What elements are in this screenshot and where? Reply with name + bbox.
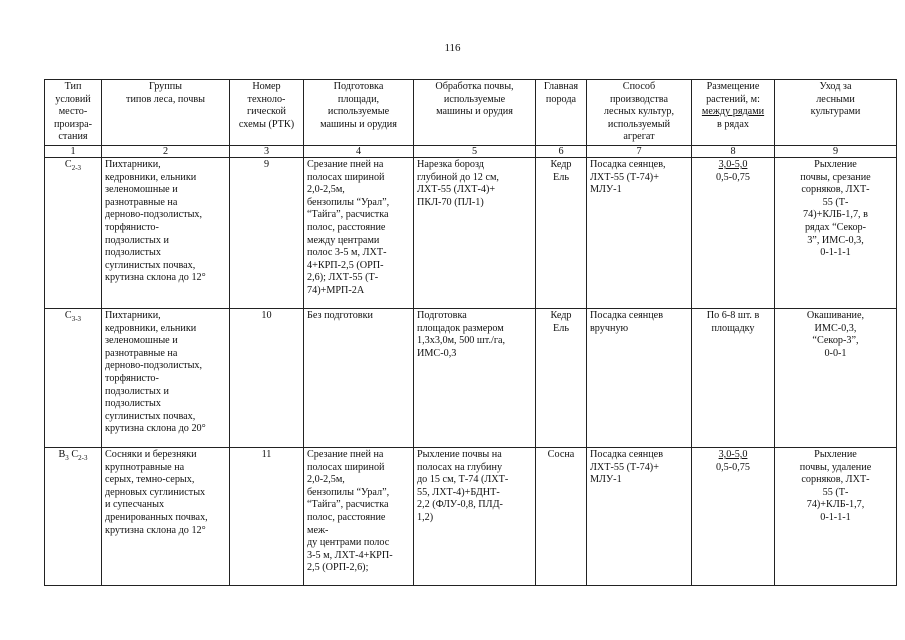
header-spacing-in-rows: в рядах bbox=[717, 118, 749, 130]
column-number: 2 bbox=[102, 145, 230, 157]
plant-spacing-cell bbox=[692, 157, 775, 308]
header-plant-spacing bbox=[692, 80, 775, 146]
spacing-in-rows: 0,5-0,75 bbox=[716, 171, 750, 183]
forest-culture-table bbox=[44, 79, 897, 586]
spacing-per-plot-top: По 6-8 шт. в bbox=[706, 309, 760, 321]
culture-care-cell: Рыхление почвы, срезание сорняков, ЛХТ- 55 (Т- 74)+КЛБ-1,7, в рядах “Секор- 3”, ИМС-0,3, 0-1-1-1 bbox=[775, 157, 897, 308]
scheme-number-cell: 10 bbox=[230, 308, 304, 447]
header-area-preparation: Подготовка площади, используемые машины и орудия bbox=[304, 80, 414, 146]
production-method-cell: Посадка сеянцев, ЛХТ-55 (Т-74)+ МЛУ-1 bbox=[587, 157, 692, 308]
header-production-method: Способ производства лесных культур, используемый агрегат bbox=[587, 80, 692, 146]
header-type-conditions: Тип условий место- произра- стания bbox=[45, 80, 102, 146]
column-number: 1 bbox=[45, 145, 102, 157]
header-spacing-main: Размещение растений, м: bbox=[706, 81, 760, 105]
area-preparation-cell: Без подготовки bbox=[304, 308, 414, 447]
culture-care-cell: Рыхление почвы, удаление сорняков, ЛХТ- 55 (Т- 74)+КЛБ-1,7, 0-1-1-1 bbox=[775, 447, 897, 585]
culture-care-cell: Окашивание, ИМС-0,3, “Секор-3”, 0-0-1 bbox=[775, 308, 897, 447]
header-culture-care: Уход за лесными культурами bbox=[775, 80, 897, 146]
main-species-cell: Кедр Ель bbox=[536, 157, 587, 308]
header-forest-groups: Группы типов леса, почвы bbox=[102, 80, 230, 146]
type-code-cell: $C_{2-3}$ bbox=[45, 157, 102, 308]
spacing-between-rows: 3,0-5,0 bbox=[718, 448, 748, 460]
header-soil-treatment: Обработка почвы, используемые машины и орудия bbox=[414, 80, 536, 146]
header-main-species: Главная порода bbox=[536, 80, 587, 146]
area-preparation-cell: Срезание пней на полосах шириной 2,0-2,5м, бензопилы “Урал”, “Тайга”, расчистка полос, расстояние меж- ду центрами полос 3-5 м, ЛХТ-4+КРП- 2,5 (ОРП-2,6); bbox=[304, 447, 414, 585]
spacing-in-rows: 0,5-0,75 bbox=[716, 461, 750, 473]
page-number: 116 bbox=[444, 42, 461, 54]
type-code-cell: $B_3$ $C_{2-3}$ bbox=[45, 447, 102, 585]
forest-groups-cell: Сосняки и березняки крупнотравные на серых, темно-серых, дерновых суглинистых и супесчаных дренированных почвах, крутизна склона до 12° bbox=[102, 447, 230, 585]
column-number: 4 bbox=[304, 145, 414, 157]
header-scheme-number: Номер техноло- гической схемы (РТК) bbox=[230, 80, 304, 146]
spacing-between-rows: 3,0-5,0 bbox=[718, 158, 748, 170]
column-number: 6 bbox=[536, 145, 587, 157]
forest-groups-cell: Пихтарники, кедровники, ельники зеленомошные и разнотравные на дерново-подзолистых, торфянисто- подзолистых и подзолистых суглинистых почвах, крутизна склона до 12° bbox=[102, 157, 230, 308]
scheme-number-cell: 11 bbox=[230, 447, 304, 585]
main-species-cell: Кедр Ель bbox=[536, 308, 587, 447]
plant-spacing-cell bbox=[692, 447, 775, 585]
area-preparation-cell: Срезание пней на полосах шириной 2,0-2,5м, бензопилы “Урал”, “Тайга”, расчистка полос, расстояние между центрами полос 3-5 м, ЛХТ- 4+КРП-2,5 (ОРП- 2,6); ЛХТ-55 (Т- 74)+МРП-2А bbox=[304, 157, 414, 308]
column-number: 5 bbox=[414, 145, 536, 157]
spacing-per-plot-bottom: площадку bbox=[711, 322, 755, 334]
main-species-cell: Сосна bbox=[536, 447, 587, 585]
production-method-cell: Посадка сеянцев вручную bbox=[587, 308, 692, 447]
column-number: 8 bbox=[692, 145, 775, 157]
soil-treatment-cell: Нарезка борозд глубиной до 12 см, ЛХТ-55 (ЛХТ-4)+ ПКЛ-70 (ПЛ-1) bbox=[414, 157, 536, 308]
soil-treatment-cell: Подготовка площадок размером 1,3х3,0м, 500 шт./га, ИМС-0,3 bbox=[414, 308, 536, 447]
table-row bbox=[45, 308, 897, 447]
scheme-number-cell: 9 bbox=[230, 157, 304, 308]
production-method-cell: Посадка сеянцев ЛХТ-55 (Т-74)+ МЛУ-1 bbox=[587, 447, 692, 585]
soil-treatment-cell: Рыхление почвы на полосах на глубину до 15 см, Т-74 (ЛХТ- 55, ЛХТ-4)+БДНТ- 2,2 (ФЛУ-0,8, ПЛД- 1,2) bbox=[414, 447, 536, 585]
column-number: 3 bbox=[230, 145, 304, 157]
column-number: 9 bbox=[775, 145, 897, 157]
header-spacing-between-rows: между рядами bbox=[701, 106, 765, 118]
header-row bbox=[45, 80, 897, 146]
column-number-row bbox=[45, 145, 897, 157]
table-row bbox=[45, 447, 897, 585]
column-number: 7 bbox=[587, 145, 692, 157]
table-row bbox=[45, 157, 897, 308]
plant-spacing-cell bbox=[692, 308, 775, 447]
forest-groups-cell: Пихтарники, кедровники, ельники зеленомошные и разнотравные на дерново-подзолистых, торфянисто- подзолистых и подзолистых суглинистых почвах, крутизна склона до 20° bbox=[102, 308, 230, 447]
type-code-cell: $C_{3-3}$ bbox=[45, 308, 102, 447]
